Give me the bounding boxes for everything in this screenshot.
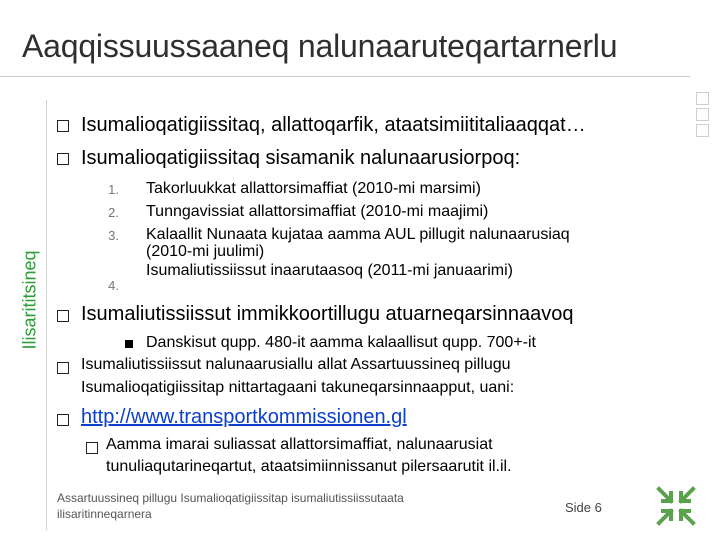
list-item: Isumaliutissiissut inaarutaasoq (2011-mi januaarimi) <box>146 262 513 279</box>
title-rule <box>0 76 690 77</box>
slide-number: Side 6 <box>565 500 602 515</box>
bullet-text: Isumaliutissiissut immikkoortillugu atuarneqarsinnaavoq <box>81 303 574 325</box>
side-label-text: Ilisarititsineq <box>19 250 40 350</box>
deco-square <box>696 108 709 121</box>
bullet-text: Isumalioqatigiissitaq sisamanik nalunaarusiorpoq: <box>81 147 521 169</box>
bullet-text-line: Isumalioqatigiissitap nittartagaani takuneqarsinnaapput, uani: <box>81 379 515 396</box>
list-number: 1. <box>108 182 119 197</box>
filled-square-bullet-icon <box>125 340 133 348</box>
list-item: Kalaallit Nunaata kujataa aamma AUL pillugit nalunaarusiaq <box>146 226 570 243</box>
square-bullet-icon <box>57 414 69 426</box>
square-bullet-icon <box>57 310 69 322</box>
sub-bullet-text-line: tunuliaqutarineqartut, ataatsimiinnissanut pilersaarutit il.il. <box>106 458 512 475</box>
deco-square <box>696 92 709 105</box>
list-item: Tunngavissiat allattorsimaffiat (2010-mi maajimi) <box>146 203 489 220</box>
bullet-text: Isumalioqatigiissitaq, allattoqarfik, ataatsimiititaliaaqqat… <box>81 114 586 136</box>
footer <box>57 490 497 522</box>
corner-decoration <box>692 92 720 150</box>
deco-square <box>696 124 709 137</box>
list-number: 2. <box>108 205 119 220</box>
square-bullet-icon <box>57 120 69 132</box>
footer-line: Assartuussineq pillugu Isumalioqatigiissitap isumaliutissiissutaata <box>57 491 404 505</box>
square-bullet-icon <box>57 362 69 374</box>
side-label <box>20 230 40 370</box>
slide-title: Aaqqissuussaaneq nalunaaruteqartarnerlu <box>22 28 618 64</box>
bullet-text-line: Isumaliutissiissut nalunaarusiallu allat Assartuussineq pillugu <box>81 356 511 373</box>
vertical-rule <box>46 100 47 530</box>
commission-website-link[interactable]: http://www.transportkommissionen.gl <box>81 406 407 428</box>
sub-bullet-text-line: Aamma imarai suliassat allattorsimaffiat, nalunaarusiat <box>106 436 493 453</box>
square-bullet-icon <box>57 153 69 165</box>
list-item: Takorluukkat allattorsimaffiat (2010-mi marsimi) <box>146 180 481 197</box>
list-item-continuation: (2010-mi juulimi) <box>146 243 265 260</box>
footer-line: ilisaritinneqarnera <box>57 507 152 521</box>
arrows-in-logo-icon <box>655 485 697 527</box>
square-bullet-icon <box>86 442 98 454</box>
list-number: 4. <box>108 278 119 293</box>
sub-bullet-text: Danskisut qupp. 480-it aamma kalaallisut qupp. 700+-it <box>146 334 536 351</box>
list-number: 3. <box>108 228 119 243</box>
